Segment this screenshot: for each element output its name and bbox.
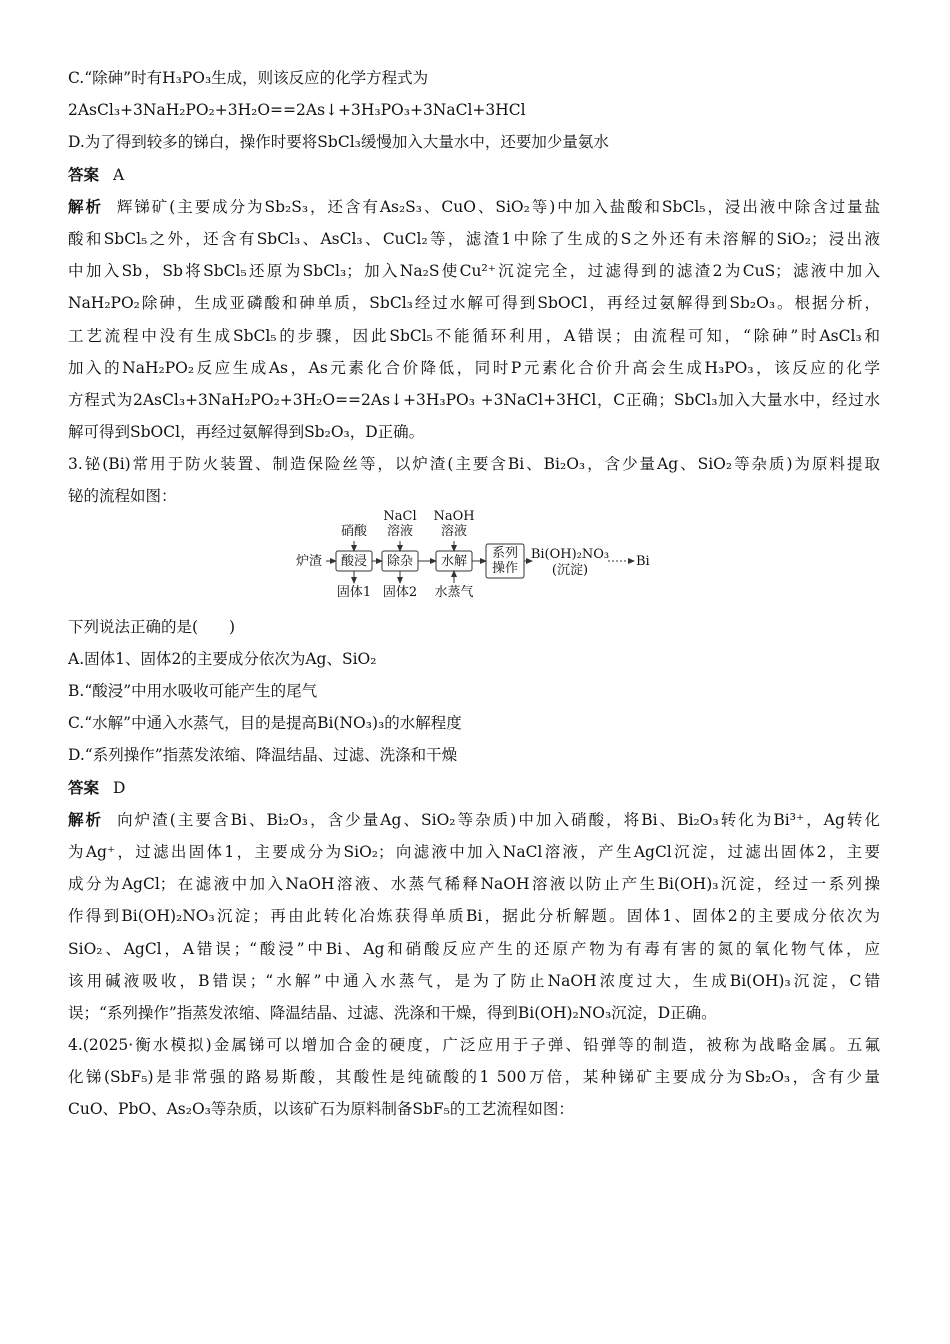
- flow-start: 炉渣: [296, 553, 323, 569]
- analysis-label: 解析: [68, 810, 104, 829]
- flow-step4-box-1: 系列: [491, 545, 518, 561]
- question-3: [68, 448, 880, 1029]
- q3-option-d: D.“系列操作”指蒸发浓缩、降温结晶、过滤、洗涤和干燥: [68, 746, 458, 765]
- answer-row-q3: [68, 772, 880, 804]
- analysis-line: 为Ag⁺，过滤出固体1，主要成分为SiO₂；向滤液中加入NaCl溶液，产生AgCl沉淀，过滤出固体2，主要: [68, 842, 880, 861]
- q3-question: 下列说法正确的是( ): [68, 617, 236, 636]
- analysis-line: 辉锑矿(主要成分为Sb₂S₃，还含有As₂S₃、CuO、SiO₂等)中加入盐酸和SbCl₅，浸出液中除含过量盐: [116, 197, 880, 216]
- answer-value: A: [113, 165, 125, 184]
- flow-product-2: (沉淀): [551, 562, 589, 578]
- flow-step3-reagent-2: 溶液: [440, 523, 467, 539]
- analysis-line: 作得到Bi(OH)₂NO₃沉淀；再由此转化冶炼获得单质Bi，据此分析解题。固体1、固体2的主要成分依次为: [68, 907, 880, 926]
- analysis-line: 成分为AgCl；在滤液中加入NaOH溶液、水蒸气稀释NaOH溶液以防止产生Bi(OH)₃沉淀，经过一系列操: [68, 875, 880, 894]
- q3-option-c: C.“水解”中通入水蒸气，目的是提高Bi(NO₃)₃的水解程度: [68, 714, 462, 733]
- analysis-line: 向炉渣(主要含Bi、Bi₂O₃，含少量Ag、SiO₂等杂质)中加入硝酸，将Bi、Bi₂O₃转化为Bi³⁺，Ag转化: [117, 810, 880, 829]
- analysis-q3: [68, 804, 880, 1029]
- analysis-line: 该用碱液吸收，B错误；“水解”中通入水蒸气，是为了防止NaOH浓度过大，生成Bi(OH)₃沉淀，C错: [68, 971, 880, 990]
- analysis-line: 方程式为2AsCl₃+3NaH₂PO₂+3H₂O==2As↓+3H₃PO₃ +3NaCl+3HCl，C正确；SbCl₃加入大量水中，经过水: [68, 390, 880, 409]
- analysis-line: 中加入Sb，Sb将SbCl₅还原为SbCl₃；加入Na₂S使Cu²⁺沉淀完全，过滤得到的滤渣2为CuS；滤液中加入: [68, 262, 880, 281]
- flow-step3-box: 水解: [440, 553, 467, 569]
- document-page: [68, 62, 880, 1126]
- q4-stem: 4.(2025·衡水模拟)金属锑可以增加合金的硬度，广泛应用于子弹、铅弹等的制造，被称为战略金属。五氟: [68, 1036, 880, 1055]
- analysis-line: 加入的NaH₂PO₂反应生成As，As元素化合价降低，同时P元素化合价升高会生成H₃PO₃，该反应的化学: [68, 358, 880, 377]
- q3-stem: 3.铋(Bi)常用于防火装置、制造保险丝等，以炉渣(主要含Bi、Bi₂O₃，含少量Ag、SiO₂等杂质)为原料提取: [68, 455, 880, 474]
- analysis-line: 解可得到SbOCl，再经过氨解得到Sb₂O₃，D正确。: [68, 423, 425, 442]
- analysis-q2: [68, 191, 880, 449]
- q3-stem: 铋的流程如图：: [68, 487, 177, 506]
- q3-option-a: A.固体1、固体2的主要成分依次为Ag、SiO₂: [68, 649, 377, 668]
- flow-step2-residue: 固体2: [382, 584, 418, 600]
- answer-value: D: [113, 778, 126, 797]
- flow-step3-reagent-1: NaOH: [433, 508, 475, 524]
- flow-product-1: Bi(OH)₂NO₃: [530, 546, 610, 562]
- analysis-line: 工艺流程中没有生成SbCl₅的步骤，因此SbCl₅不能循环利用，A错误；由流程可知，“除砷”时AsCl₃和: [68, 326, 880, 345]
- analysis-label: 解析: [68, 197, 103, 216]
- analysis-line: NaH₂PO₂除砷，生成亚磷酸和砷单质，SbCl₃经过水解可得到SbOCl，再经过氨解得到Sb₂O₃。根据分析，: [68, 294, 880, 313]
- flow-step3-steam: 水蒸气: [434, 584, 474, 600]
- option-d: D.为了得到较多的锑白，操作时要将SbCl₃缓慢加入大量水中，还要加少量氨水: [68, 133, 609, 152]
- flow-step1-box: 酸浸: [340, 553, 367, 569]
- flow-step4-box-2: 操作: [491, 560, 518, 576]
- answer-label: 答案: [68, 165, 100, 184]
- equation-c: 2AsCl₃+3NaH₂PO₂+3H₂O==2As↓+3H₃PO₃+3NaCl+3HCl: [68, 101, 526, 120]
- q4-stem: CuO、PbO、As₂O₃等杂质，以该矿石为原料制备SbF₅的工艺流程如图：: [68, 1100, 574, 1119]
- flow-step2-reagent-1: NaCl: [383, 508, 417, 524]
- question-4: [68, 1029, 880, 1126]
- analysis-line: SiO₂、AgCl，A错误；“酸浸”中Bi、Ag和硝酸反应产生的还原产物为有毒有害的氮的氧化物气体，应: [68, 939, 880, 958]
- flow-step2-reagent-2: 溶液: [386, 523, 413, 539]
- flow-end: Bi: [636, 553, 650, 569]
- option-c: C.“除砷”时有H₃PO₃生成，则该反应的化学方程式为: [68, 69, 429, 87]
- analysis-line: 误；“系列操作”指蒸发浓缩、降温结晶、过滤、洗涤和干燥，得到Bi(OH)₂NO₃沉淀，D正确。: [68, 1003, 717, 1022]
- flow-step1-reagent: 硝酸: [340, 523, 367, 539]
- answer-label: 答案: [68, 778, 100, 797]
- q3-option-b: B.“酸浸”中用水吸收可能产生的尾气: [68, 682, 318, 700]
- flow-step1-residue: 固体1: [336, 584, 372, 600]
- flow-diagram: [68, 508, 880, 611]
- analysis-line: 酸和SbCl₅之外，还含有SbCl₃、AsCl₃、CuCl₂等，滤渣1中除了生成的S之外还有未溶解的SiO₂；浸出液: [68, 229, 880, 248]
- answer-row-q2: [68, 159, 880, 191]
- flow-step2-box: 除杂: [386, 553, 413, 569]
- q4-stem: 化锑(SbF₅)是非常强的路易斯酸，其酸性是纯硫酸的1 500万倍，某种锑矿主要成分为Sb₂O₃，含有少量: [68, 1068, 880, 1087]
